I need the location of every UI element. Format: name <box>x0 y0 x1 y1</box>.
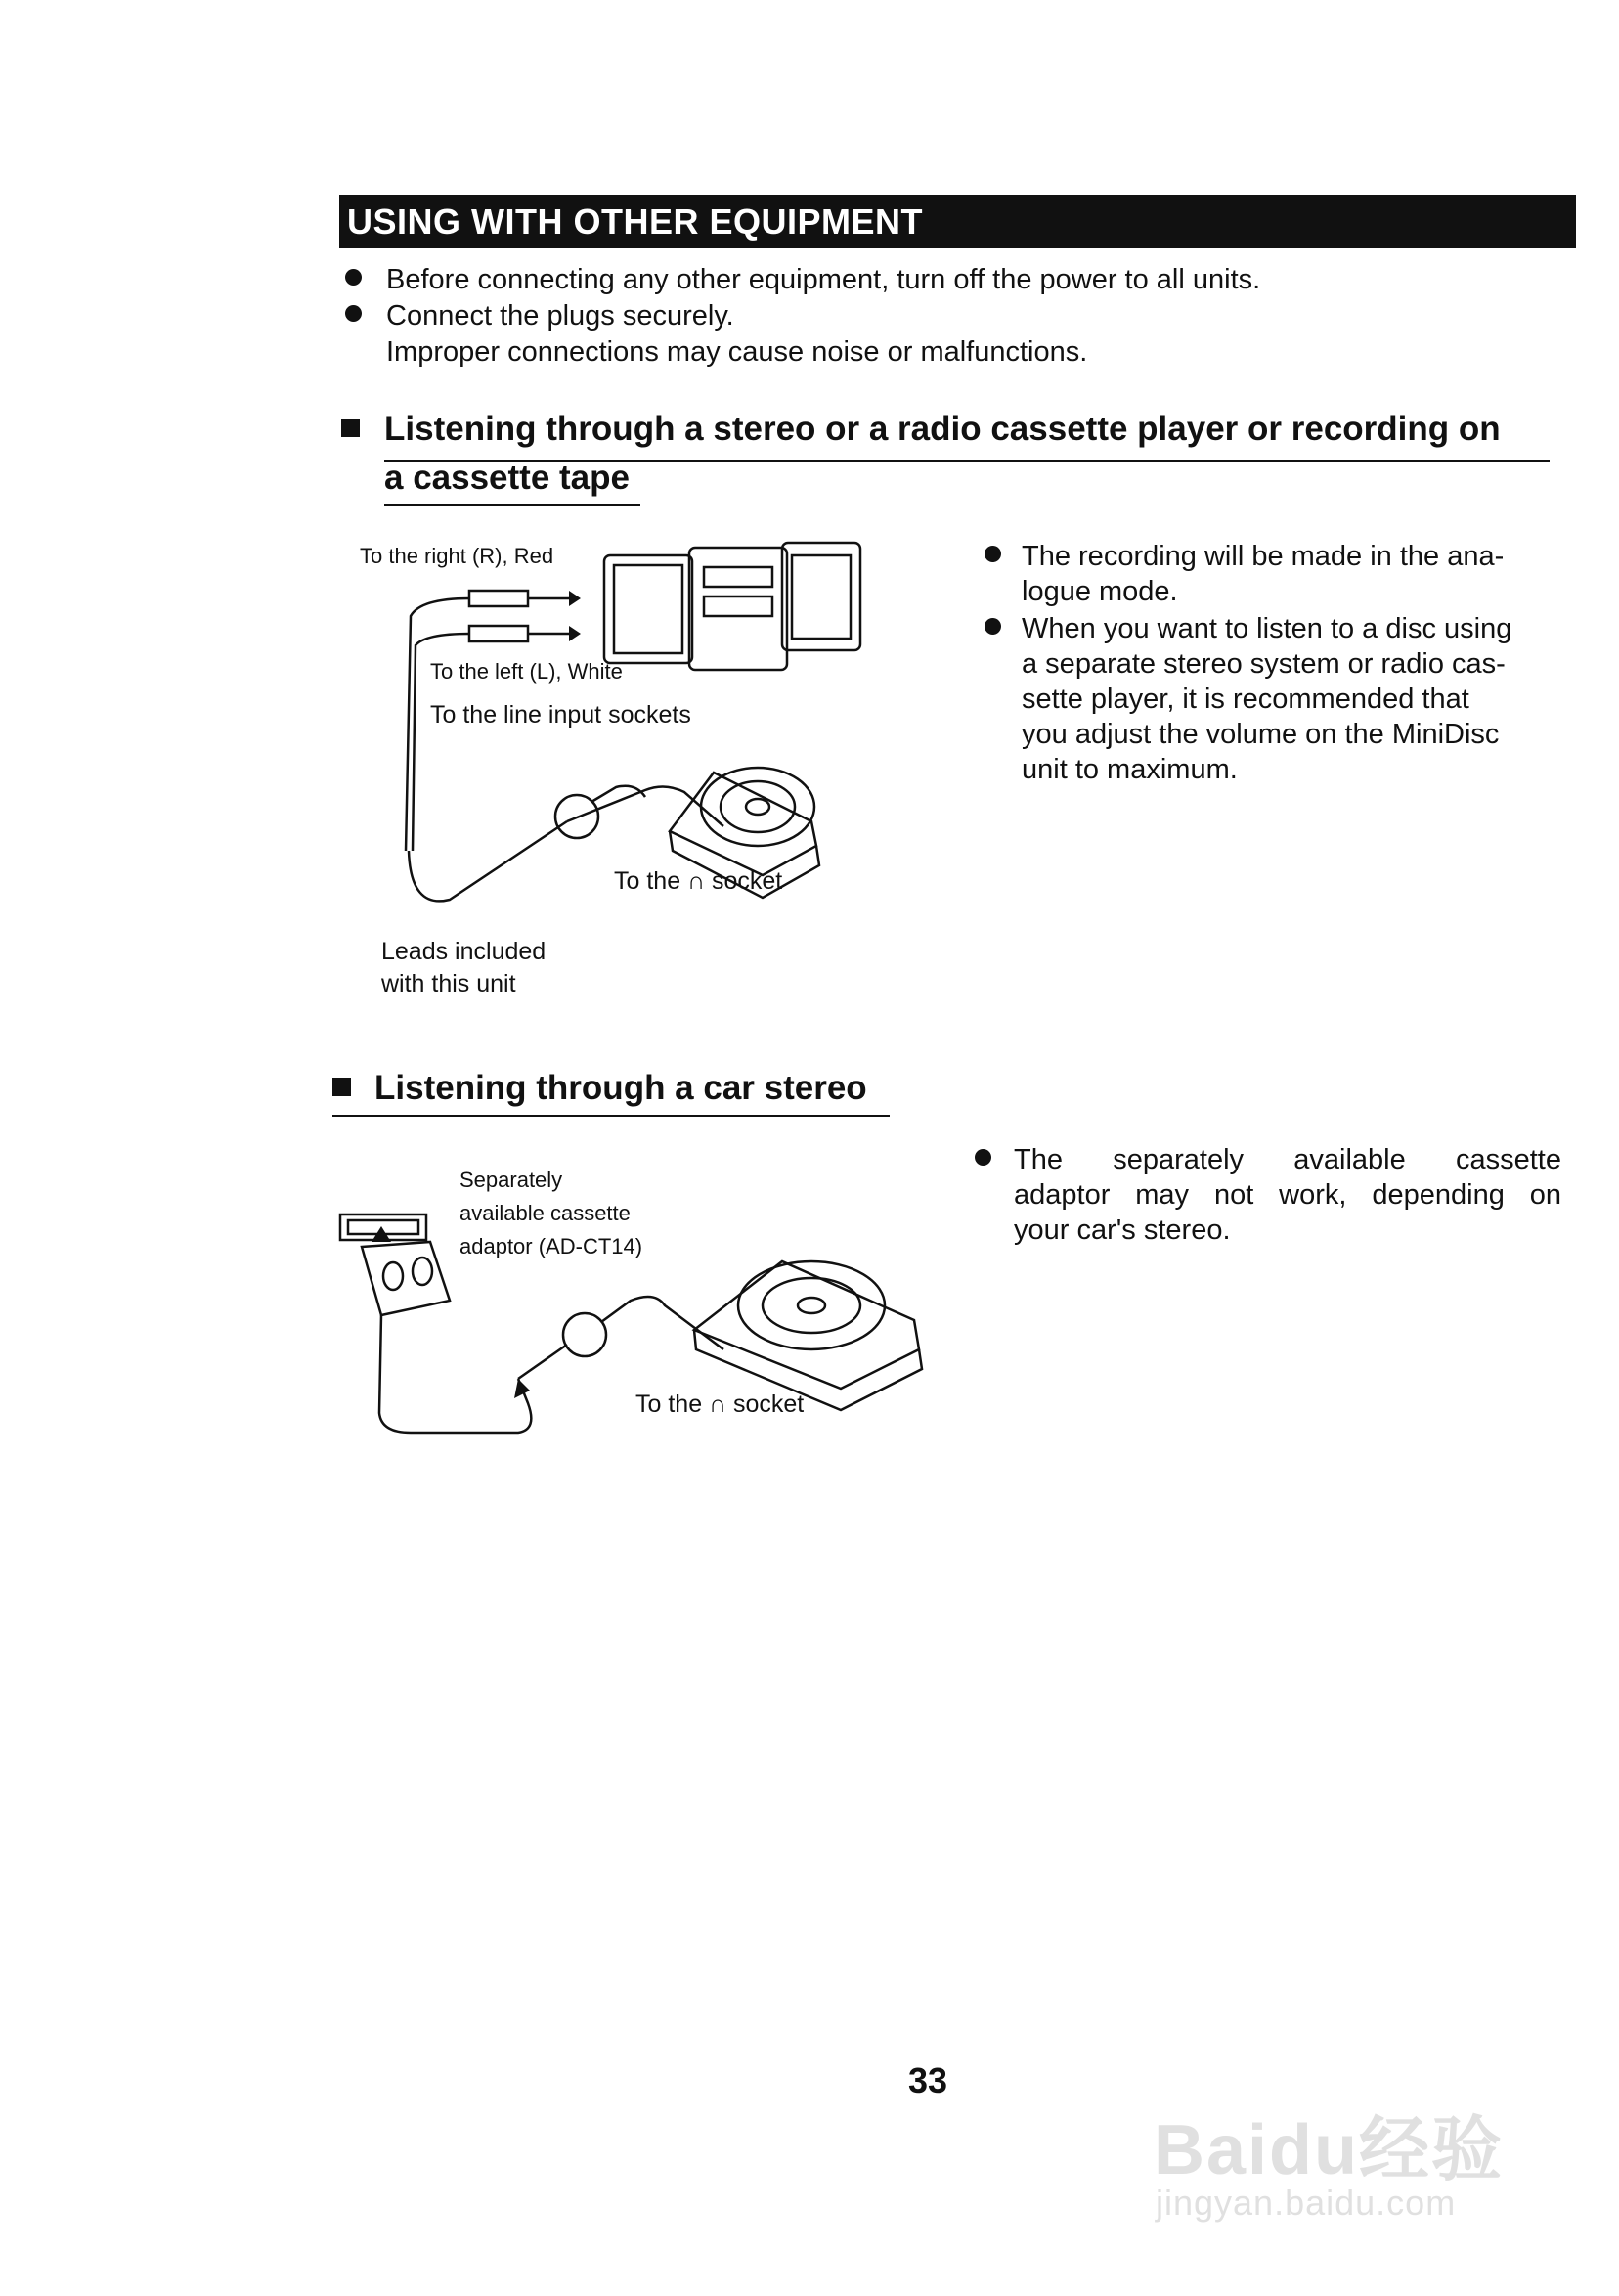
intro-bullet-1: Before connecting any other equipment, turn off the power to all units. <box>386 264 1261 295</box>
intro-bullet-2-cont: Improper connections may cause noise or malfunctions. <box>386 336 1088 368</box>
bullet-icon <box>985 618 1001 635</box>
page-number: 33 <box>908 2060 948 2100</box>
section2-heading: Listening through a car stereo <box>374 1069 867 1107</box>
bullet-icon <box>975 1149 991 1166</box>
section2-note-1 <box>1014 1142 1561 1248</box>
label-adaptor-1: Separately <box>459 1168 563 1192</box>
bullet-icon <box>345 269 362 286</box>
arrow-right-icon <box>569 591 581 606</box>
stereo-system-icon <box>604 543 860 670</box>
section-title-banner <box>339 195 1573 248</box>
section-title: USING WITH OTHER EQUIPMENT <box>347 201 923 242</box>
arrow-icon <box>514 1379 530 1398</box>
label-headphone-socket: To the ∩ socket <box>635 1391 805 1418</box>
headphone-plug-icon <box>555 786 645 838</box>
rca-plugs-icon <box>406 591 723 901</box>
label-adaptor-3: adaptor (AD-CT14) <box>459 1234 643 1258</box>
note-line: adaptor may not work, depending on <box>1014 1179 1561 1211</box>
watermark-logo: Baidu经验 <box>1154 2111 1505 2189</box>
label-leads-1: Leads included <box>381 938 547 965</box>
heading-square-icon <box>332 1078 351 1096</box>
section1-heading-line1: Listening through a stereo or a radio cassette player or recording on <box>384 410 1501 448</box>
bullet-icon <box>345 305 362 322</box>
intro-bullet-2: Connect the plugs securely. <box>386 300 734 331</box>
note-line: you adjust the volume on the MiniDisc <box>1022 719 1500 750</box>
note-line: The recording will be made in the ana- <box>1022 541 1505 572</box>
label-leads-2: with this unit <box>381 970 516 997</box>
note-line: your car's stereo. <box>1014 1214 1231 1246</box>
note-line: sette player, it is recommended that <box>1022 684 1469 715</box>
cassette-adaptor-icon <box>340 1214 450 1315</box>
label-line-input: To the line input sockets <box>430 701 691 729</box>
label-headphone-socket: To the ∩ socket <box>614 867 783 895</box>
banner-edge <box>1564 195 1576 248</box>
label-left-white: To the left (L), White <box>430 659 623 684</box>
label-adaptor-2: available cassette <box>459 1201 631 1225</box>
note-line: unit to maximum. <box>1022 754 1238 785</box>
note-line: logue mode. <box>1022 576 1178 607</box>
minidisc-unit-icon <box>694 1261 922 1410</box>
bullet-icon <box>985 546 1001 562</box>
watermark-url: jingyan.baidu.com <box>1156 2183 1457 2223</box>
arrow-right-icon <box>569 626 581 641</box>
heading-square-icon <box>341 419 360 437</box>
heading-underline <box>384 504 640 506</box>
label-right-red: To the right (R), Red <box>360 544 554 568</box>
section1-note-2 <box>1022 611 1569 787</box>
note-line: The separately available cassette <box>1014 1144 1561 1175</box>
section1-heading-line2: a cassette tape <box>384 459 630 497</box>
section1-note-1 <box>1022 539 1569 609</box>
note-line: When you want to listen to a disc using <box>1022 613 1512 644</box>
heading-underline <box>332 1115 890 1117</box>
note-line: a separate stereo system or radio cas- <box>1022 648 1506 680</box>
